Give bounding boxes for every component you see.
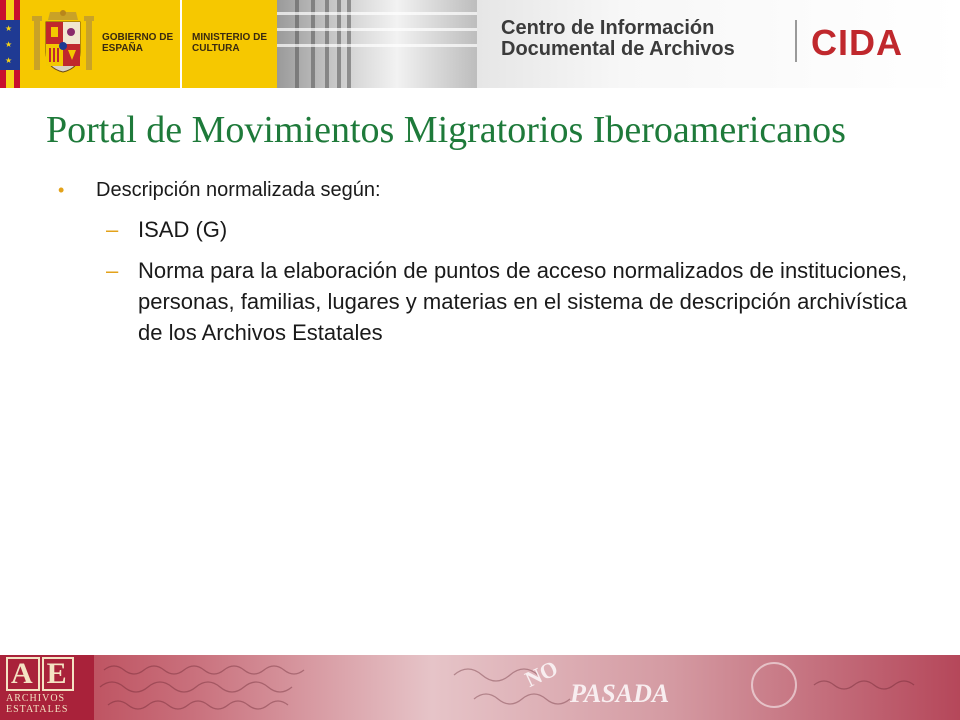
government-label: GOBIERNO DE ESPAÑA — [102, 32, 174, 54]
bullet-icon: • — [58, 180, 65, 200]
page-title: Portal de Movimientos Migratorios Iberoamericanos — [46, 109, 846, 151]
list-item — [58, 176, 938, 204]
eu-flag-strip — [0, 0, 20, 88]
dash-icon: – — [106, 258, 119, 283]
footer-deco-no: NO — [521, 655, 562, 692]
cida-banner — [477, 0, 960, 88]
sub-list-item — [58, 214, 918, 245]
cida-separator — [795, 20, 797, 62]
government-logo — [20, 0, 180, 88]
ae-caption — [6, 693, 68, 715]
logo-letter-e: E — [42, 657, 74, 691]
star-icon: ★ — [5, 56, 13, 65]
slide-content — [58, 176, 938, 348]
footer-deco-pasada: PASADA — [570, 679, 670, 708]
logo-letter-a: A — [6, 657, 40, 691]
cida-title-line-1: Centro de Información — [501, 17, 715, 39]
star-icon: ★ — [5, 24, 13, 33]
sub-bullet-text: Norma para la elaboración de puntos de acceso normalizados de instituciones, personas, familias, lugares y materias en el sistema de descripción archivística de los Archivos Estatales — [138, 258, 908, 345]
footer-banner — [0, 655, 960, 720]
dash-icon: – — [106, 217, 119, 242]
cida-title-line-2: Documental de Archivos — [501, 38, 735, 60]
ministry-logo — [182, 0, 277, 88]
ministry-label: MINISTERIO DE CULTURA — [192, 32, 268, 54]
cida-title — [501, 18, 735, 60]
sub-list-item — [58, 255, 918, 348]
logo-caption-line-2: ESTATALES — [6, 704, 69, 715]
archivos-estatales-logo — [0, 655, 94, 720]
manuscript-script-background — [94, 655, 960, 720]
archive-corridor-photo — [277, 0, 477, 88]
sub-bullet-text: ISAD (G) — [138, 217, 228, 242]
star-icon: ★ — [5, 40, 13, 49]
header-banner — [0, 0, 960, 88]
logo-caption-line-1: ARCHIVOS — [6, 693, 66, 704]
coat-of-arms-icon — [32, 10, 94, 76]
ae-letters — [6, 657, 76, 691]
bullet-text: Descripción normalizada según: — [96, 179, 381, 201]
cida-logo: CIDA — [811, 22, 903, 63]
